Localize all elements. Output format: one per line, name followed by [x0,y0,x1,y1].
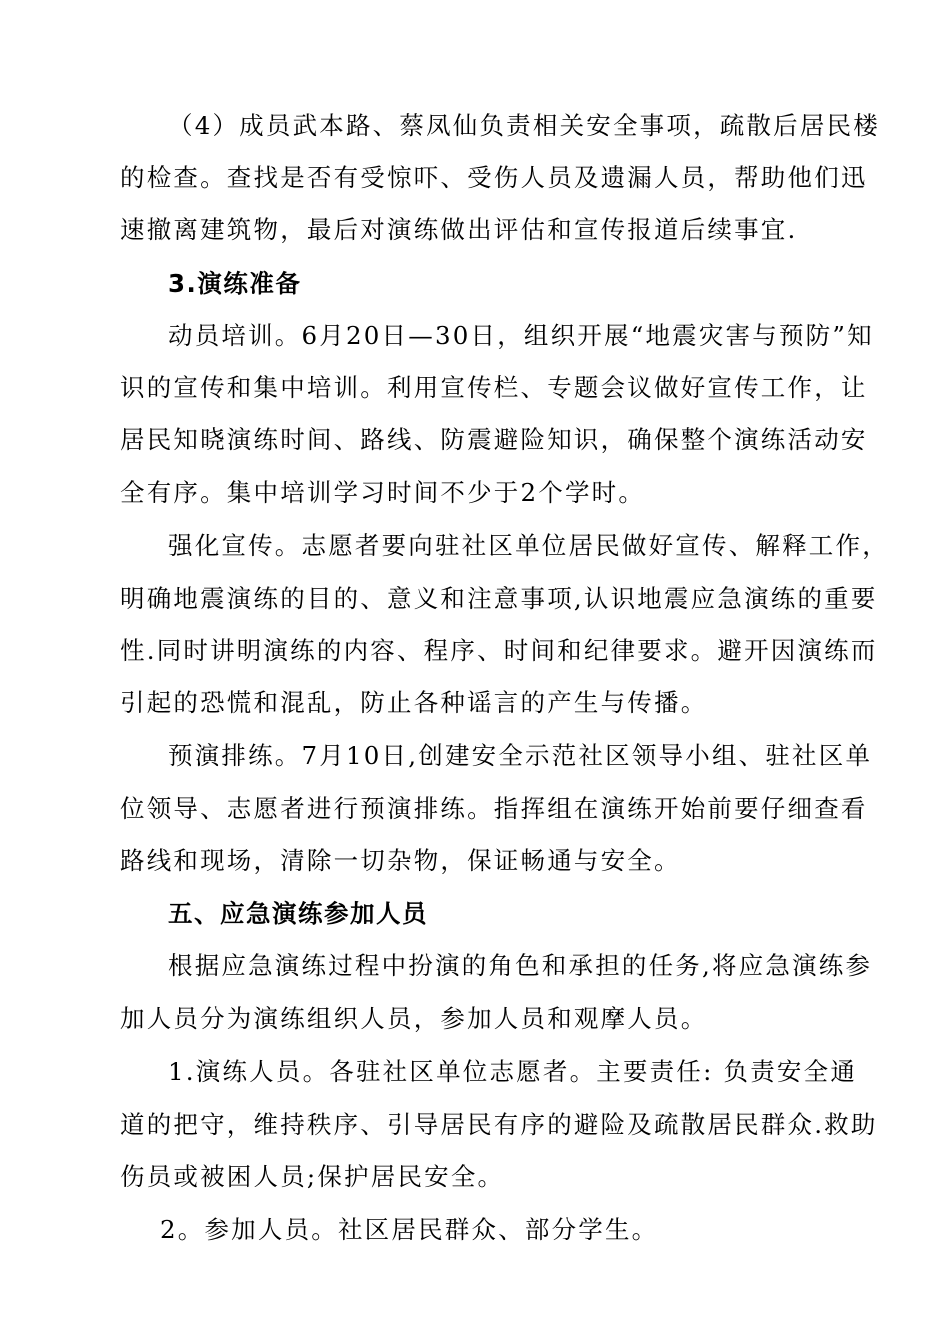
paragraph-1-line-3: 速撤离建筑物，最后对演练做出评估和宣传报道后续事宜. [120,215,798,244]
paragraph-2-line-3: 居民知晓演练时间、路线、防震避险知识，确保整个演练活动安 [120,425,868,454]
paragraph-2-line-4: 全有序。集中培训学习时间不少于2个学时。 [120,478,646,507]
paragraph-5-line-2: 加人员分为演练组织人员，参加人员和观摩人员。 [120,1004,708,1033]
paragraph-1-line-1: （4）成员武本路、蔡凤仙负责相关安全事项，疏散后居民楼 [168,111,880,140]
paragraph-4-line-3: 路线和现场，清除一切杂物，保证畅通与安全。 [120,846,681,875]
paragraph-1-line-2: 的检查。查找是否有受惊吓、受伤人员及遗漏人员，帮助他们迅 [120,163,868,192]
paragraph-3-line-4: 引起的恐慌和混乱，防止各种谣言的产生与传播。 [120,688,708,717]
paragraph-7-line-1: 2。参加人员。社区居民群众、部分学生。 [160,1215,659,1244]
section-heading-3: 3.演练准备 [168,269,302,298]
paragraph-6-line-1: 1.演练人员。各驻社区单位志愿者。主要责任: 负责安全通 [168,1057,858,1086]
paragraph-2-line-2: 识的宣传和集中培训。利用宣传栏、专题会议做好宣传工作，让 [120,373,868,402]
paragraph-4-line-2: 位领导、志愿者进行预演排练。指挥组在演练开始前要仔细查看 [120,794,868,823]
paragraph-6-line-3: 伤员或被困人员;保护居民安全。 [120,1162,505,1191]
paragraph-3-line-2: 明确地震演练的目的、意义和注意事项,认识地震应急演练的重要 [120,584,878,613]
paragraph-2-line-1: 动员培训。6月20日—30日，组织开展“地震灾害与预防”知 [168,321,874,350]
paragraph-4-line-1: 预演排练。7月10日,创建安全示范社区领导小组、驻社区单 [168,741,873,770]
paragraph-3-line-3: 性.同时讲明演练的内容、程序、时间和纪律要求。避开因演练而 [120,636,878,665]
paragraph-3-line-1: 强化宣传。志愿者要向驻社区单位居民做好宣传、解释工作， [168,531,889,560]
paragraph-5-line-1: 根据应急演练过程中扮演的角色和承担的任务,将应急演练参 [168,951,873,980]
section-heading-5: 五、应急演练参加人员 [168,899,428,928]
paragraph-6-line-2: 道的把守，维持秩序、引导居民有序的避险及疏散居民群众.救助 [120,1110,878,1139]
